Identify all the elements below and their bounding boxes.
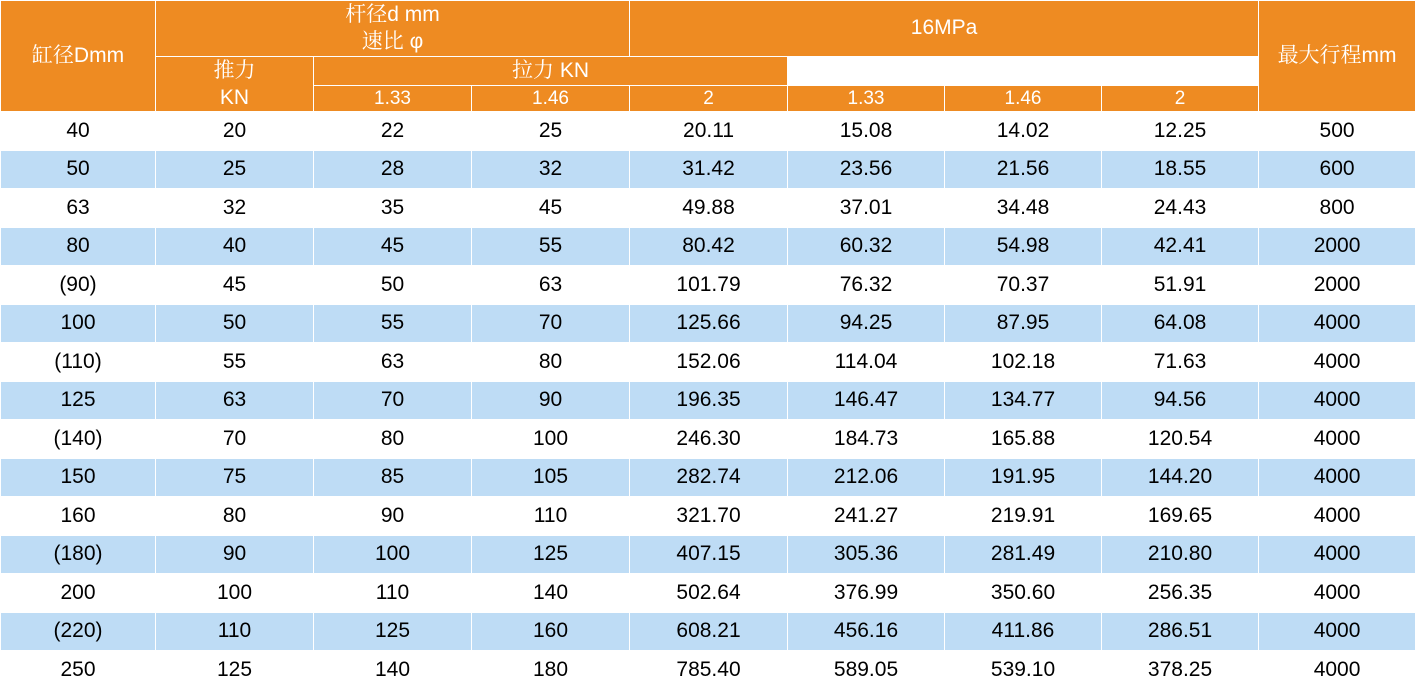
table-cell: 18.55 <box>1102 150 1259 189</box>
table-cell: 4000 <box>1259 420 1415 459</box>
table-cell: 70 <box>472 304 630 343</box>
table-row <box>1 266 1415 305</box>
header-rod-diameter-line1: 杆径d mm <box>156 1 629 28</box>
table-row <box>1 612 1415 651</box>
table-cell: 32 <box>472 150 630 189</box>
table-cell: 49.88 <box>630 189 788 228</box>
table-cell: 70 <box>314 381 472 420</box>
table-cell: 60.32 <box>788 227 945 266</box>
table-cell: 63 <box>472 266 630 305</box>
table-cell: 22 <box>314 112 472 151</box>
table-cell: 45 <box>472 189 630 228</box>
table-cell: 282.74 <box>630 458 788 497</box>
table-cell: 608.21 <box>630 612 788 651</box>
table-cell: 140 <box>314 651 472 690</box>
table-cell: 100 <box>472 420 630 459</box>
header-rod-ratio-2: 2 <box>630 85 788 111</box>
table-cell: 40 <box>1 112 156 151</box>
table-cell: 125 <box>314 612 472 651</box>
header-rod-ratio-133: 1.33 <box>314 85 472 111</box>
header-pull-ratio-133: 1.33 <box>788 85 945 111</box>
table-cell: 85 <box>314 458 472 497</box>
table-row <box>1 381 1415 420</box>
table-cell: 15.08 <box>788 112 945 151</box>
table-cell: 2000 <box>1259 266 1415 305</box>
table-cell: 24.43 <box>1102 189 1259 228</box>
table-cell: 456.16 <box>788 612 945 651</box>
table-cell: 45 <box>314 227 472 266</box>
header-pull-ratio-146: 1.46 <box>945 85 1102 111</box>
table-cell: 105 <box>472 458 630 497</box>
table-row <box>1 458 1415 497</box>
table-cell: 42.41 <box>1102 227 1259 266</box>
table-cell: 411.86 <box>945 612 1102 651</box>
header-push-force-line1: 推力 <box>156 57 313 84</box>
table-cell: 4000 <box>1259 535 1415 574</box>
table-cell: 70 <box>156 420 314 459</box>
table-cell: 114.04 <box>788 343 945 382</box>
table-cell: 125 <box>1 381 156 420</box>
table-cell: 110 <box>156 612 314 651</box>
table-cell: 800 <box>1259 189 1415 228</box>
table-cell: 63 <box>1 189 156 228</box>
table-cell: 94.25 <box>788 304 945 343</box>
table-cell: 200 <box>1 574 156 613</box>
table-cell: 165.88 <box>945 420 1102 459</box>
table-cell: 219.91 <box>945 497 1102 536</box>
table-cell: 191.95 <box>945 458 1102 497</box>
table-cell: 63 <box>314 343 472 382</box>
table-cell: 35 <box>314 189 472 228</box>
table-cell: 31.42 <box>630 150 788 189</box>
table-cell: 4000 <box>1259 458 1415 497</box>
table-cell: 196.35 <box>630 381 788 420</box>
table-cell: 71.63 <box>1102 343 1259 382</box>
table-row <box>1 343 1415 382</box>
header-row-2 <box>1 56 1415 85</box>
table-cell: 80 <box>1 227 156 266</box>
table-cell: 4000 <box>1259 612 1415 651</box>
table-cell: 90 <box>472 381 630 420</box>
table-cell: 87.95 <box>945 304 1102 343</box>
table-cell: 281.49 <box>945 535 1102 574</box>
table-cell: 4000 <box>1259 497 1415 536</box>
table-cell: 140 <box>472 574 630 613</box>
table-cell: 12.25 <box>1102 112 1259 151</box>
table-cell: 120.54 <box>1102 420 1259 459</box>
header-speed-ratio-line2: 速比 φ <box>156 28 629 55</box>
table-cell: 376.99 <box>788 574 945 613</box>
table-cell: 100 <box>1 304 156 343</box>
table-header <box>1 1 1415 112</box>
header-pull-ratio-2: 2 <box>1102 85 1259 111</box>
table-cell: 80 <box>314 420 472 459</box>
table-cell: (220) <box>1 612 156 651</box>
table-cell: 55 <box>314 304 472 343</box>
table-cell: 63 <box>156 381 314 420</box>
table-cell: 378.25 <box>1102 651 1259 690</box>
table-row <box>1 304 1415 343</box>
table-cell: 134.77 <box>945 381 1102 420</box>
table-cell: 20 <box>156 112 314 151</box>
table-cell: 4000 <box>1259 574 1415 613</box>
table-cell: 500 <box>1259 112 1415 151</box>
table-cell: 212.06 <box>788 458 945 497</box>
table-cell: 4000 <box>1259 304 1415 343</box>
table-cell: 100 <box>156 574 314 613</box>
table-cell: 102.18 <box>945 343 1102 382</box>
table-row <box>1 497 1415 536</box>
table-cell: 600 <box>1259 150 1415 189</box>
table-cell: (110) <box>1 343 156 382</box>
table-cell: 110 <box>314 574 472 613</box>
header-max-stroke: 最大行程mm <box>1259 1 1415 112</box>
header-push-force-line2: KN <box>156 84 313 111</box>
table-cell: 37.01 <box>788 189 945 228</box>
table-row <box>1 189 1415 228</box>
table-cell: 101.79 <box>630 266 788 305</box>
table-cell: 55 <box>156 343 314 382</box>
table-cell: 75 <box>156 458 314 497</box>
table-cell: 4000 <box>1259 651 1415 690</box>
table-cell: 70.37 <box>945 266 1102 305</box>
table-cell: 305.36 <box>788 535 945 574</box>
header-rod-ratio-146: 1.46 <box>472 85 630 111</box>
table-cell: 4000 <box>1259 381 1415 420</box>
table-cell: 246.30 <box>630 420 788 459</box>
header-rod-diameter <box>156 1 630 57</box>
table-cell: 144.20 <box>1102 458 1259 497</box>
table-row <box>1 651 1415 690</box>
table-cell: 50 <box>156 304 314 343</box>
table-cell: 407.15 <box>630 535 788 574</box>
header-pressure: 16MPa <box>630 1 1259 57</box>
table-cell: 14.02 <box>945 112 1102 151</box>
table-cell: 169.65 <box>1102 497 1259 536</box>
table-row <box>1 227 1415 266</box>
table-cell: 152.06 <box>630 343 788 382</box>
table-row <box>1 535 1415 574</box>
table-row <box>1 150 1415 189</box>
table-cell: 80 <box>156 497 314 536</box>
table-cell: 100 <box>314 535 472 574</box>
table-cell: 50 <box>1 150 156 189</box>
table-cell: 51.91 <box>1102 266 1259 305</box>
table-cell: 55 <box>472 227 630 266</box>
header-row-1 <box>1 1 1415 57</box>
table-cell: 146.47 <box>788 381 945 420</box>
table-cell: 321.70 <box>630 497 788 536</box>
table-cell: 25 <box>156 150 314 189</box>
table-cell: 21.56 <box>945 150 1102 189</box>
table-cell: 25 <box>472 112 630 151</box>
table-cell: 76.32 <box>788 266 945 305</box>
table-row <box>1 574 1415 613</box>
table-cell: 286.51 <box>1102 612 1259 651</box>
table-cell: 210.80 <box>1102 535 1259 574</box>
table-cell: (90) <box>1 266 156 305</box>
table-cell: 45 <box>156 266 314 305</box>
table-cell: 90 <box>156 535 314 574</box>
table-cell: 150 <box>1 458 156 497</box>
table-cell: 256.35 <box>1102 574 1259 613</box>
table-cell: 50 <box>314 266 472 305</box>
table-row <box>1 420 1415 459</box>
table-row <box>1 112 1415 151</box>
table-cell: 589.05 <box>788 651 945 690</box>
table-cell: 2000 <box>1259 227 1415 266</box>
table-cell: 80 <box>472 343 630 382</box>
table-cell: 160 <box>472 612 630 651</box>
table-cell: 4000 <box>1259 343 1415 382</box>
header-push-force <box>156 56 314 112</box>
table-cell: 160 <box>1 497 156 536</box>
table-cell: 90 <box>314 497 472 536</box>
table-cell: 64.08 <box>1102 304 1259 343</box>
table-cell: 54.98 <box>945 227 1102 266</box>
table-cell: (140) <box>1 420 156 459</box>
table-cell: 32 <box>156 189 314 228</box>
table-cell: 241.27 <box>788 497 945 536</box>
table-cell: 23.56 <box>788 150 945 189</box>
table-cell: 350.60 <box>945 574 1102 613</box>
table-cell: 502.64 <box>630 574 788 613</box>
table-cell: 250 <box>1 651 156 690</box>
table-cell: 80.42 <box>630 227 788 266</box>
table-cell: 34.48 <box>945 189 1102 228</box>
table-cell: 20.11 <box>630 112 788 151</box>
table-cell: 125 <box>472 535 630 574</box>
table-cell: 180 <box>472 651 630 690</box>
table-cell: 539.10 <box>945 651 1102 690</box>
table-cell: 785.40 <box>630 651 788 690</box>
table-cell: 184.73 <box>788 420 945 459</box>
table-cell: (180) <box>1 535 156 574</box>
table-cell: 28 <box>314 150 472 189</box>
table-cell: 94.56 <box>1102 381 1259 420</box>
table-cell: 40 <box>156 227 314 266</box>
table-cell: 110 <box>472 497 630 536</box>
table-body <box>1 112 1415 690</box>
table-cell: 125 <box>156 651 314 690</box>
table-cell: 125.66 <box>630 304 788 343</box>
header-pull-force: 拉力 KN <box>314 56 788 85</box>
header-bore-diameter: 缸径Dmm <box>1 1 156 112</box>
